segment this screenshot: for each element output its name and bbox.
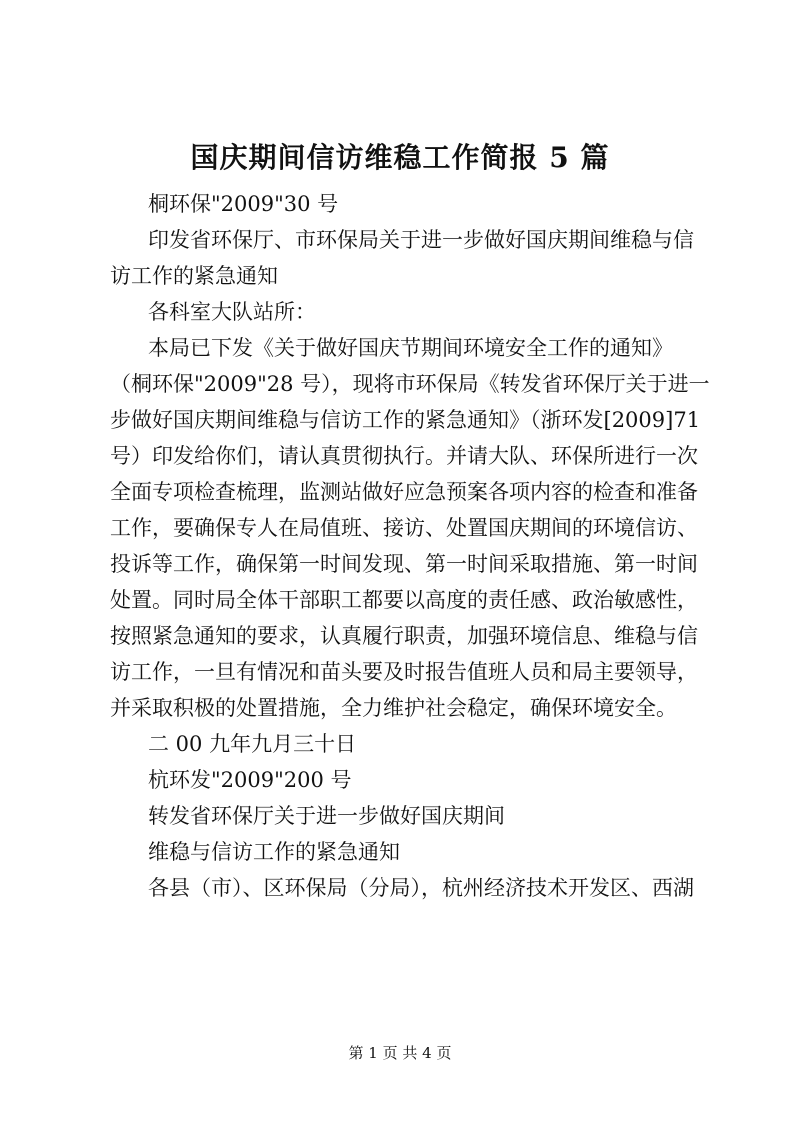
document-number-line: 桐环保"2009"30 号 [148, 192, 339, 216]
paragraph-line: 访工作，一旦有情况和苗头要及时报告值班人员和局主要领导， [110, 660, 698, 684]
recipients-line: 各县（市）、区环保局（分局），杭州经济技术开发区、西湖 [148, 876, 694, 900]
document-number-line: 杭环发"2009"200 号 [148, 768, 352, 792]
recipients-line: 各科室大队站所： [148, 300, 316, 324]
notice-subject-line-2: 访工作的紧急通知 [110, 264, 278, 288]
paragraph-line: 并采取积极的处置措施，全力维护社会稳定，确保环境安全。 [110, 696, 677, 720]
paragraph-line: （桐环保"2009"28 号），现将市环保局《转发省环保厅关于进一 [110, 372, 710, 396]
paragraph-line: 按照紧急通知的要求，认真履行职责，加强环境信息、维稳与信 [110, 624, 698, 648]
notice-subject-line-1: 印发省环保厅、市环保局关于进一步做好国庆期间维稳与信 [148, 228, 694, 252]
paragraph-line: 号）印发给你们，请认真贯彻执行。并请大队、环保所进行一次 [110, 444, 698, 468]
paragraph-line: 全面专项检查梳理，监测站做好应急预案各项内容的检查和准备 [110, 480, 698, 504]
paragraph-line: 本局已下发《关于做好国庆节期间环境安全工作的通知》 [148, 336, 673, 360]
forwarded-notice-title-line-2: 维稳与信访工作的紧急通知 [148, 840, 400, 864]
document-title: 国庆期间信访维稳工作简报 5 篇 [190, 141, 610, 174]
page-number-footer: 第 1 页 共 4 页 [348, 1044, 452, 1062]
paragraph-line: 步做好国庆期间维稳与信访工作的紧急通知》（浙环发[2009]71 [110, 408, 701, 432]
paragraph-line: 处置。同时局全体干部职工都要以高度的责任感、政治敏感性， [110, 588, 698, 612]
paragraph-line: 投诉等工作，确保第一时间发现、第一时间采取措施、第一时间 [110, 552, 698, 576]
paragraph-line: 工作，要确保专人在局值班、接访、处置国庆期间的环境信访、 [110, 516, 698, 540]
forwarded-notice-title-line-1: 转发省环保厅关于进一步做好国庆期间 [148, 804, 505, 828]
date-line: 二 00 九年九月三十日 [148, 732, 357, 756]
document-body [110, 186, 710, 906]
